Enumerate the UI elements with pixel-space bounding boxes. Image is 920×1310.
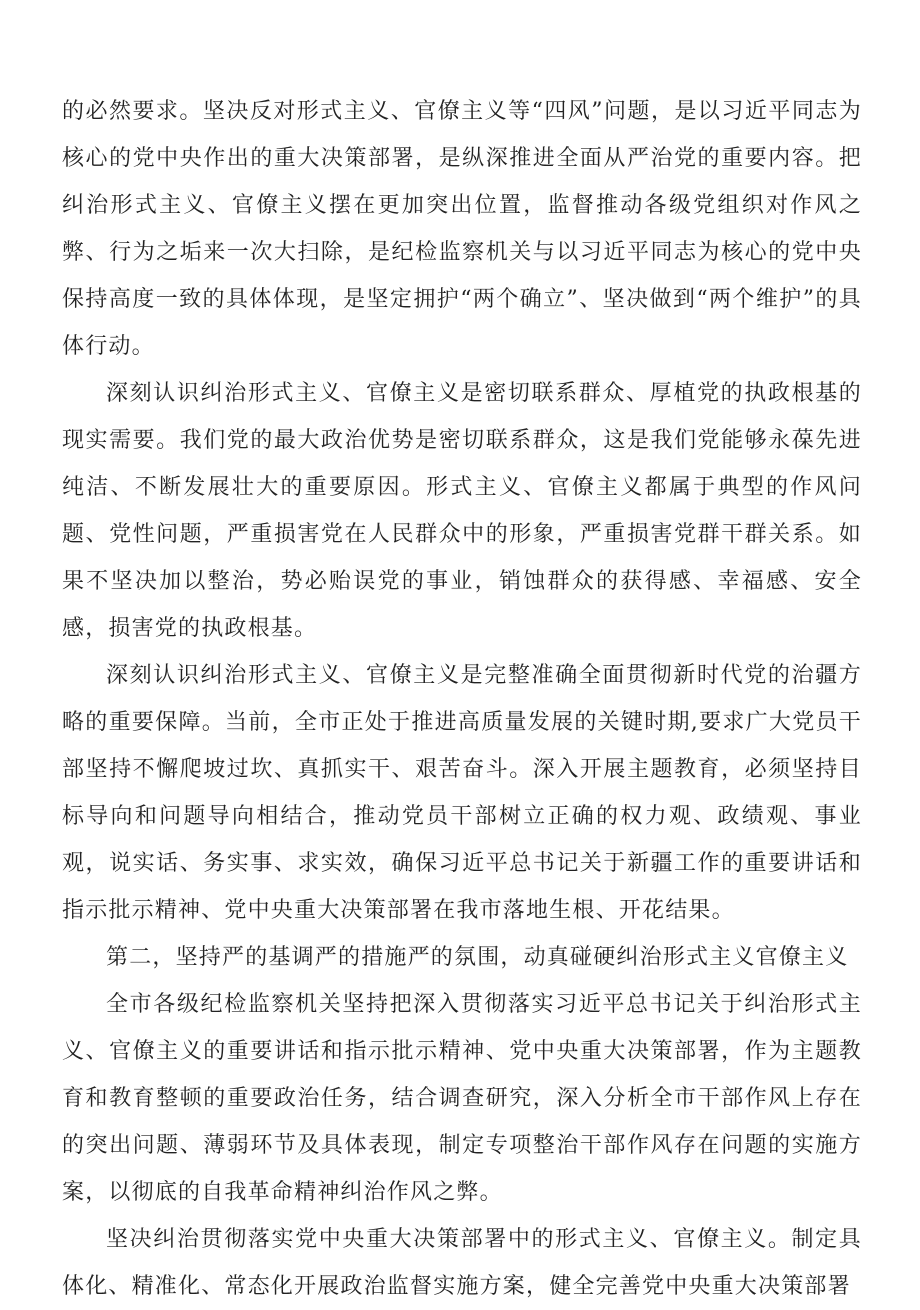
- paragraph-governance-strategy: 深刻认识纠治形式主义、官僚主义是完整准确全面贯彻新时代党的治疆方略的重要保障。当前，全市正处于推进高质量发展的关键时期,要求广大党员干部坚持不懈爬坡过坎、真抓实干、艰苦奋斗。深入开展主题教育，必须坚持目标导向和问题导向相结合，推动党员干部树立正确的权力观、政绩观、事业观，说实话、务实事、求实效，确保习近平总书记关于新疆工作的重要讲话和指示批示精神、党中央重大决策部署在我市落地生根、开花结果。: [62, 663, 862, 923]
- document-body: [62, 88, 862, 1310]
- section-heading-second: 第二，坚持严的基调严的措施严的氛围，动真碰硬纠治形式主义官僚主义: [106, 945, 849, 970]
- paragraph-decisive-rectification: 坚决纠治贯彻落实党中央重大决策部署中的形式主义、官僚主义。制定具体化、精准化、常态化开展政治监督实施方案，健全完善党中央重大决策部署: [62, 1227, 862, 1299]
- paragraph-mass-line: 深刻认识纠治形式主义、官僚主义是密切联系群众、厚植党的执政根基的现实需要。我们党的最大政治优势是密切联系群众，这是我们党能够永葆先进纯洁、不断发展壮大的重要原因。形式主义、官僚主义都属于典型的作风问题、党性问题，严重损害党在人民群众中的形象，严重损害党群干群关系。如果不坚决加以整治，势必贻误党的事业，销蚀群众的获得感、幸福感、安全感，损害党的执政根基。: [62, 381, 862, 641]
- paragraph-city-commissions: 全市各级纪检监察机关坚持把深入贯彻落实习近平总书记关于纠治形式主义、官僚主义的重要讲话和指示批示精神、党中央重大决策部署，作为主题教育和教育整顿的重要政治任务，结合调查研究，深入分析全市干部作风上存在的突出问题、薄弱环节及具体表现，制定专项整治干部作风存在问题的实施方案，以彻底的自我革命精神纠治作风之弊。: [62, 992, 862, 1205]
- paragraph-continued-intro: 的必然要求。坚决反对形式主义、官僚主义等“四风”问题，是以习近平同志为核心的党中央作出的重大决策部署，是纵深推进全面从严治党的重要内容。把纠治形式主义、官僚主义摆在更加突出位置，监督推动各级党组织对作风之弊、行为之垢来一次大扫除，是纪检监察机关与以习近平同志为核心的党中央保持高度一致的具体体现，是坚定拥护“两个确立”、坚决做到“两个维护”的具体行动。: [62, 99, 862, 359]
